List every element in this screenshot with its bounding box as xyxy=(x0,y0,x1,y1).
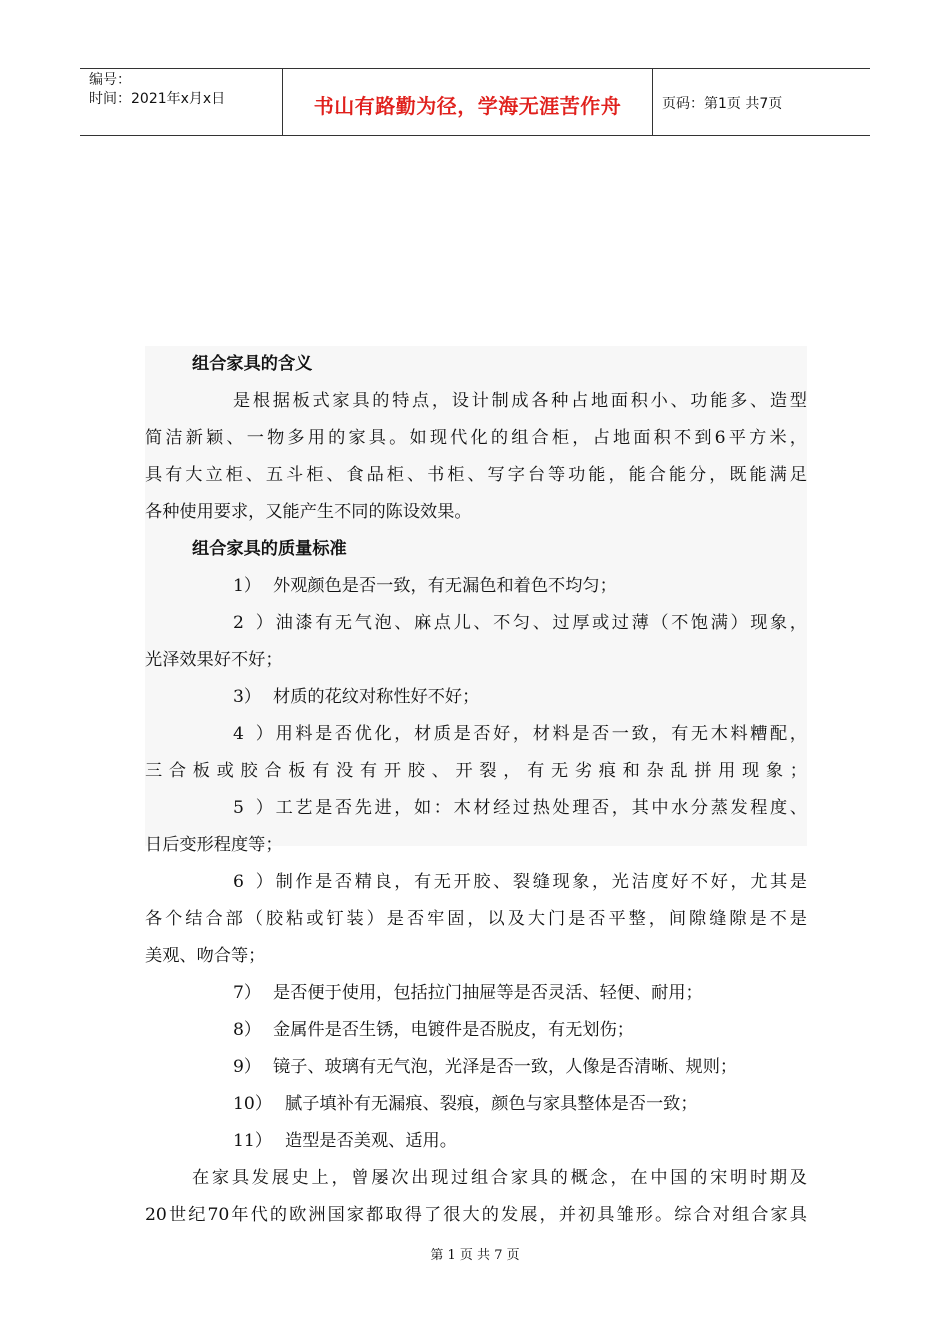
list-item-continuation: 日后变形程度等； xyxy=(145,835,283,855)
item-number: 2） xyxy=(233,613,273,633)
item-text: 材质的花纹对称性好不好； xyxy=(273,687,480,707)
item-number: 7） xyxy=(233,983,262,1003)
list-item xyxy=(145,790,807,827)
list-item xyxy=(145,679,807,716)
list-item xyxy=(145,1049,807,1086)
item-text: 镜子、玻璃有无气泡，光泽是否一致，人像是否清晰、规则； xyxy=(273,1057,738,1077)
paragraph-line: 在家具发展史上，曾屡次出现过组合家具的概念，在中国的宋明时期及 xyxy=(192,1168,807,1188)
item-text: 腻子填补有无漏痕、裂痕，颜色与家具整体是否一致； xyxy=(285,1094,698,1114)
item-number: 4） xyxy=(233,724,273,744)
paragraph-line: 是根据板式家具的特点，设计制成各种占地面积小、功能多、造型 xyxy=(233,391,807,411)
item-number: 10） xyxy=(233,1094,273,1114)
header-motto-cell xyxy=(283,69,653,135)
item-number: 5） xyxy=(233,798,273,818)
motto-text: 书山有路勤为径，学海无涯苦作舟 xyxy=(313,93,622,118)
footer-page-number: 第 1 页 共 7 页 xyxy=(430,1248,520,1263)
item-number: 8） xyxy=(233,1020,262,1040)
list-item xyxy=(145,1086,807,1123)
list-item xyxy=(145,975,807,1012)
paragraph-line: 20世纪70年代的欧洲国家都取得了很大的发展，并初具雏形。综合对组合家具 xyxy=(145,1205,807,1225)
document-header xyxy=(80,68,870,136)
list-item-continuation: 三合板或胶合板有没有开胶、开裂，有无劣痕和杂乱拼用现象； xyxy=(145,761,807,781)
header-meta xyxy=(80,69,283,135)
paragraph-line: 各种使用要求，又能产生不同的陈设效果。 xyxy=(145,502,472,522)
header-page-cell xyxy=(653,69,870,135)
item-number: 11） xyxy=(233,1131,273,1151)
item-text: 油漆有无气泡、麻点儿、不匀、过厚或过薄（不饱满）现象， xyxy=(273,613,807,633)
item-text: 金属件是否生锈，电镀件是否脱皮，有无划伤； xyxy=(273,1020,634,1040)
list-item xyxy=(145,1012,807,1049)
list-item xyxy=(145,864,807,901)
page-info: 页码：第1页 共7页 xyxy=(662,96,783,112)
section-title: 组合家具的含义 xyxy=(192,354,313,374)
item-text: 造型是否美观、适用。 xyxy=(285,1131,457,1151)
item-text: 是否便于使用，包括拉门抽屉等是否灵活、轻便、耐用； xyxy=(273,983,703,1003)
item-number: 3） xyxy=(233,687,262,707)
item-number: 6） xyxy=(233,872,273,892)
list-item-continuation: 美观、吻合等； xyxy=(145,946,266,966)
page-footer xyxy=(0,1244,950,1263)
list-item xyxy=(145,1123,807,1160)
section-title: 组合家具的质量标准 xyxy=(192,539,347,559)
list-item xyxy=(145,716,807,753)
paragraph-line: 简洁新颖、一物多用的家具。如现代化的组合柜，占地面积不到6平方米， xyxy=(145,428,807,448)
item-text: 用料是否优化，材质是否好，材料是否一致，有无木料糟配， xyxy=(273,724,807,744)
paragraph-line: 具有大立柜、五斗柜、食品柜、书柜、写字台等功能，能合能分，既能满足 xyxy=(145,465,807,485)
list-item xyxy=(145,605,807,642)
list-item xyxy=(145,568,807,605)
item-number: 1） xyxy=(233,576,262,596)
list-item-continuation: 各个结合部（胶粘或钉装）是否牢固，以及大门是否平整，间隙缝隙是不是 xyxy=(145,909,807,929)
item-text: 工艺是否先进，如：木材经过热处理否，其中水分蒸发程度、 xyxy=(273,798,807,818)
document-body xyxy=(145,346,807,1234)
item-number: 9） xyxy=(233,1057,262,1077)
number-label: 编号： xyxy=(89,72,131,88)
item-text: 制作是否精良，有无开胶、裂缝现象，光洁度好不好，尤其是 xyxy=(273,872,807,892)
item-text: 外观颜色是否一致，有无漏色和着色不均匀； xyxy=(273,576,617,596)
time-label: 时间：2021年x月x日 xyxy=(89,91,226,107)
list-item-continuation: 光泽效果好不好； xyxy=(145,650,283,670)
